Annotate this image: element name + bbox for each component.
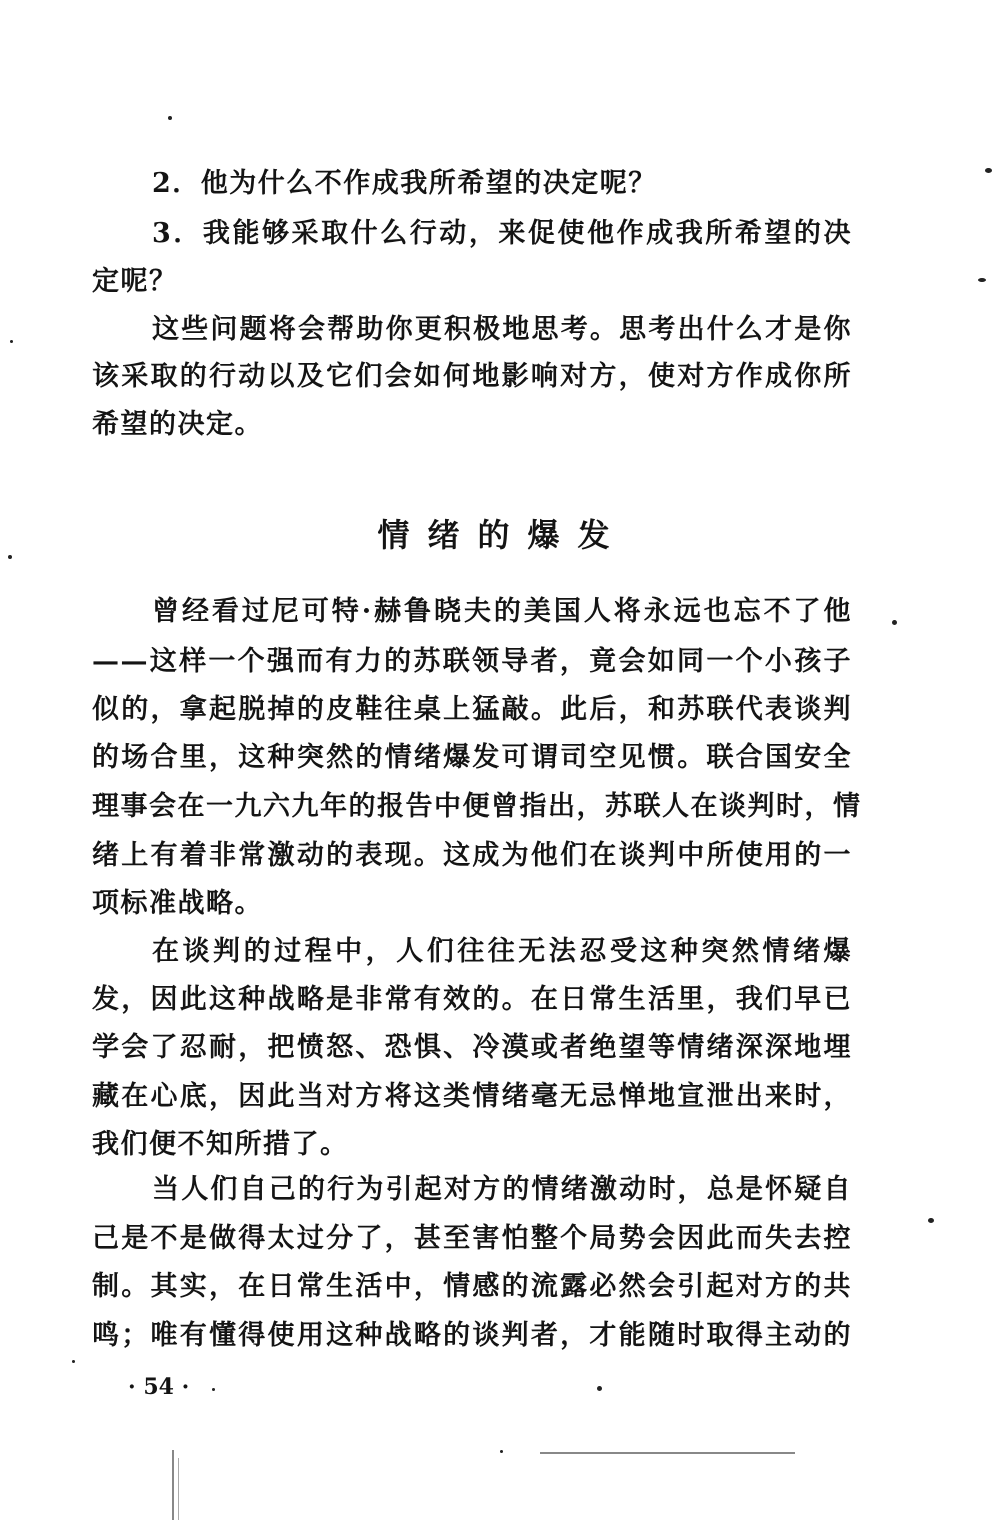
paragraph-line: 该采取的行动以及它们会如何地影响对方，使对方作成你所: [92, 361, 852, 392]
paragraph-line: 理事会在一九六九年的报告中便曾指出，苏联人在谈判时，情: [92, 791, 862, 822]
scan-speck: [928, 1218, 934, 1223]
paragraph-line: 的场合里，这种突然的情绪爆发可谓司空见惯。联合国安全: [92, 742, 852, 773]
scan-speck: [212, 1388, 215, 1391]
paragraph-line: 这些问题将会帮助你更积极地思考。思考出什么才是你: [152, 314, 852, 345]
scan-edge-line: [178, 1458, 179, 1520]
section-title: 情绪的爆发: [377, 516, 628, 554]
scan-speck: [597, 1386, 602, 1391]
paragraph-line: 项标准战略。: [92, 888, 263, 919]
paragraph-line: 藏在心底，因此当对方将这类情绪毫无忌惮地宣泄出来时，: [92, 1081, 852, 1112]
paragraph-line: 绪上有着非常激动的表现。这成为他们在谈判中所使用的一: [92, 840, 852, 871]
scan-speck: [500, 1450, 503, 1453]
paragraph-line: 当人们自己的行为引起对方的情绪激动时，总是怀疑自: [152, 1174, 852, 1205]
scan-speck: [978, 278, 986, 282]
scan-speck: [72, 1360, 75, 1363]
scan-speck: [892, 620, 897, 625]
paragraph-line: 发，因此这种战略是非常有效的。在日常生活里，我们早已: [92, 984, 852, 1015]
paragraph-line: 己是不是做得太过分了，甚至害怕整个局势会因此而失去控: [92, 1223, 852, 1254]
paragraph-line: 制。其实，在日常生活中，情感的流露必然会引起对方的共: [92, 1271, 852, 1302]
paragraph-line: 学会了忍耐，把愤怒、恐惧、冷漠或者绝望等情绪深深地埋: [92, 1032, 852, 1063]
paragraph-line: 在谈判的过程中，人们往往无法忍受这种突然情绪爆: [152, 936, 852, 967]
list-item-3-continued: 定呢？: [92, 266, 178, 297]
paragraph-line: 似的，拿起脱掉的皮鞋往桌上猛敲。此后，和苏联代表谈判: [92, 694, 852, 725]
scan-speck: [985, 168, 992, 173]
scan-edge-line: [540, 1452, 795, 1454]
page-number: · 54 ·: [128, 1374, 190, 1400]
paragraph-line: 我们便不知所措了。: [92, 1129, 349, 1160]
list-item-2: 2．他为什么不作成我所希望的决定呢？: [152, 168, 657, 199]
paragraph-line: 鸣；唯有懂得使用这种战略的谈判者，才能随时取得主动的: [92, 1320, 852, 1351]
scan-speck: [8, 555, 12, 559]
paragraph-line: 希望的决定。: [92, 409, 263, 440]
scan-speck: [168, 116, 172, 120]
paragraph-line: 曾经看过尼可特·赫鲁晓夫的美国人将永远也忘不了他: [152, 596, 852, 627]
list-item-3: 3．我能够采取什么行动，来促使他作成我所希望的决: [152, 218, 852, 249]
scan-speck: [10, 340, 13, 343]
scan-edge-line: [172, 1450, 174, 1520]
paragraph-line: ——这样一个强而有力的苏联领导者，竟会如同一个小孩子: [92, 646, 852, 677]
